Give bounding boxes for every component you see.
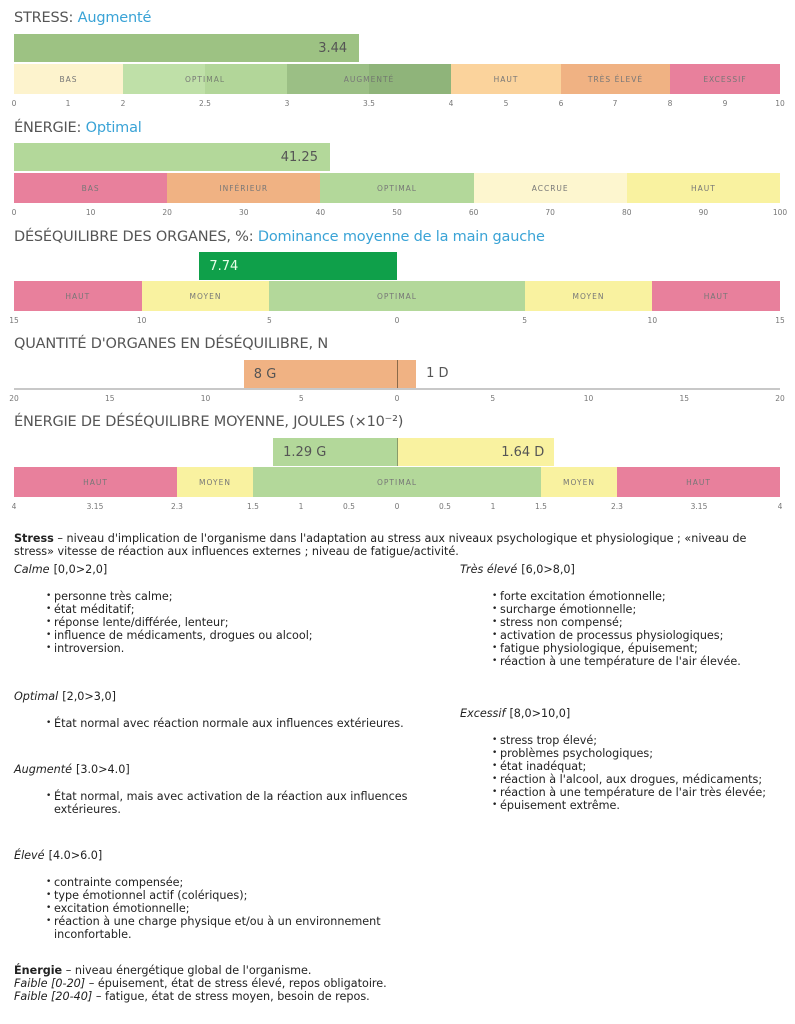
tick-label: 60 (468, 208, 479, 217)
range-bullet-item: • stress trop élevé; (492, 734, 792, 747)
zone-segment (142, 281, 270, 311)
tick-label: 5 (522, 316, 528, 325)
zone-segment (561, 64, 670, 94)
right-value-label: 1 D (426, 366, 449, 381)
title-colon: : (248, 229, 258, 245)
value-label: 3.44 (318, 40, 348, 56)
range-values: [2,0>3,0] (62, 690, 116, 703)
range-bullet-item: • état méditatif; (46, 603, 426, 616)
tick-label: 70 (545, 208, 555, 217)
tick-label: 4 (448, 99, 454, 108)
tick-label: 1 (65, 99, 71, 108)
zone-label: HAUT (690, 183, 716, 193)
zone-segment (525, 281, 653, 311)
zone-segment (14, 64, 123, 94)
tick-label: 80 (622, 208, 632, 217)
energie-term: Énergie (14, 964, 63, 977)
range-bullet-item: • influence de médicaments, drogues ou alcool; (46, 629, 426, 642)
value-label: 7.74 (209, 258, 239, 274)
range-bullet-item: • état inadéquat; (492, 760, 792, 773)
tick-label: 0.5 (343, 502, 355, 511)
zone-shade (369, 64, 451, 94)
tick-label: 20 (9, 394, 19, 403)
tick-label: 0 (394, 316, 400, 325)
zone-segment (617, 467, 780, 497)
zone-label: HAUT (703, 291, 729, 301)
zone-segment (474, 173, 627, 203)
range-bullet-item: • réaction à une charge physique et/ou à un environnement inconfortable. (46, 915, 426, 941)
range-bullet-item: • surcharge émotionnelle; (492, 603, 792, 616)
range-name: Optimal (14, 690, 59, 703)
zone-segment (670, 64, 780, 94)
zone-label: OPTIMAL (377, 477, 417, 487)
range-heading (460, 707, 570, 720)
zone-segment (627, 173, 780, 203)
range-bullet-item: • épuisement extrême. (492, 799, 792, 812)
tick-label: 0.5 (439, 502, 451, 511)
range-bullet-list (46, 590, 426, 655)
energie-line (14, 977, 784, 990)
range-bullet-list (46, 717, 426, 730)
left-value-bar (273, 438, 397, 466)
tick-label: 4 (11, 502, 17, 511)
energie-line-name: Faible [20-40] (14, 990, 93, 1003)
right-value-bar (397, 360, 416, 388)
range-bullet-item: • personne très calme; (46, 590, 426, 603)
tick-label: 10 (136, 316, 147, 325)
zone-segment (14, 281, 142, 311)
range-bullet-item: • introversion. (46, 642, 426, 655)
center-line (397, 438, 398, 466)
organes-title (14, 229, 545, 245)
tick-label: 1.5 (247, 502, 259, 511)
zone-segment (177, 467, 253, 497)
zone-segment (269, 281, 524, 311)
zone-label: OPTIMAL (376, 183, 417, 193)
range-values: [4.0>6.0] (48, 849, 103, 862)
tick-label: 6 (558, 99, 564, 108)
tick-label: 3.5 (363, 99, 375, 108)
organes-value-bar (199, 252, 397, 280)
range-values: [8,0>10,0] (509, 707, 571, 720)
value-label: 1.29 G (283, 444, 327, 460)
organes-title-label: DÉSÉQUILIBRE DES ORGANES, % (14, 229, 249, 245)
tick-label: 15 (775, 316, 785, 325)
energie-value-bar (14, 143, 330, 171)
zone-label: INFÉRIEUR (219, 183, 269, 193)
range-bullet-item: • État normal, mais avec activation de la réaction aux influences extérieures. (46, 790, 426, 816)
tick-label: 5 (266, 316, 272, 325)
right-value-bar (397, 438, 554, 466)
organes-status: Dominance moyenne de la main gauche (257, 229, 545, 245)
energie-desequilibre-title-label: ÉNERGIE DE DÉSÉQUILIBRE MOYENNE, JOULES (×10⁻²) (14, 414, 404, 430)
tick-label: 5 (298, 394, 304, 403)
tick-label: 2 (120, 99, 126, 108)
range-name: Calme (14, 563, 50, 576)
energie-title-label: ÉNERGIE (14, 120, 77, 136)
stress-title (14, 10, 151, 26)
tick-label: 1.5 (535, 502, 547, 511)
range-heading (14, 763, 130, 776)
stress-intro: – niveau d'implication de l'organisme dans l'adaptation au stress aux niveaux psychologique et physiologique ; «niveau de stress» vitesse de réaction aux influences externes ; niveau de fatigue/activité. (14, 532, 747, 558)
tick-label: 7 (612, 99, 618, 108)
tick-label: 10 (583, 394, 594, 403)
range-heading (14, 563, 107, 576)
zone-label: MOYEN (199, 477, 231, 487)
tick-label: 8 (667, 99, 673, 108)
range-bullet-item: • réponse lente/différée, lenteur; (46, 616, 426, 629)
range-bullet-item: • réaction à une température de l'air élevée. (492, 655, 792, 668)
energie-line-text: – épuisement, état de stress élevé, repos obligatoire. (85, 977, 387, 990)
energie-line (14, 990, 784, 1003)
zone-label: HAUT (83, 477, 108, 487)
zone-label: HAUT (65, 291, 91, 301)
axis-line (14, 388, 780, 390)
zone-label: MOYEN (563, 477, 595, 487)
stress-term: Stress (14, 532, 54, 545)
zone-segment (253, 467, 541, 497)
tick-label: 9 (722, 99, 728, 108)
tick-label: 0 (394, 502, 400, 511)
tick-label: 4 (777, 502, 783, 511)
energie-desequilibre-title (14, 414, 403, 430)
zone-segment (541, 467, 617, 497)
stress-value-bar (14, 34, 359, 62)
zone-shade (205, 64, 287, 94)
range-bullet-item: • réaction à une température de l'air très élevée; (492, 786, 792, 799)
tick-label: 0 (11, 99, 17, 108)
range-name: Augmenté (14, 763, 72, 776)
range-bullet-list (46, 876, 426, 941)
zone-label: OPTIMAL (376, 291, 417, 301)
range-values: [0,0>2,0] (53, 563, 108, 576)
value-label: 1.64 D (501, 444, 545, 460)
tick-label: 1 (490, 502, 496, 511)
left-value-bar (244, 360, 397, 388)
zone-label: AUGMENTÉ (343, 74, 395, 84)
range-bullet-list (492, 734, 792, 812)
tick-label: 90 (698, 208, 709, 217)
zone-segment (167, 173, 320, 203)
zone-label: BAS (81, 183, 100, 193)
range-bullet-item: • problèmes psychologiques; (492, 747, 792, 760)
stress-title-label: STRESS (14, 10, 69, 26)
range-bullet-item: • contrainte compensée; (46, 876, 426, 889)
center-line (397, 360, 398, 388)
range-name: Excessif (460, 707, 506, 720)
range-name: Élevé (14, 849, 45, 862)
tick-label: 0 (394, 394, 400, 403)
zone-label: TRÈS ÉLEVÉ (587, 74, 644, 84)
tick-label: 15 (104, 394, 115, 403)
tick-label: 30 (239, 208, 249, 217)
value-label: 41.25 (280, 149, 318, 165)
energie-description (14, 964, 784, 1003)
zone-label: ACCRUE (531, 183, 569, 193)
zone-label: MOYEN (189, 291, 222, 301)
tick-label: 100 (772, 208, 788, 217)
tick-label: 5 (490, 394, 496, 403)
tick-label: 10 (647, 316, 658, 325)
range-bullet-item: • excitation émotionnelle; (46, 902, 426, 915)
zone-label: EXCESSIF (703, 74, 747, 84)
zone-segment (652, 281, 780, 311)
tick-label: 20 (162, 208, 172, 217)
tick-label: 2.3 (171, 502, 183, 511)
zone-label: HAUT (493, 74, 519, 84)
range-bullet-item: • activation de processus physiologiques; (492, 629, 792, 642)
range-heading (14, 690, 116, 703)
zone-label: HAUT (686, 477, 711, 487)
range-bullet-item: • forte excitation émotionnelle; (492, 590, 792, 603)
tick-label: 1 (298, 502, 304, 511)
range-bullet-item: • type émotionnel actif (colériques); (46, 889, 426, 902)
quantite-title-label: QUANTITÉ D'ORGANES EN DÉSÉQUILIBRE, N (14, 336, 328, 352)
stress-status: Augmenté (77, 10, 152, 26)
tick-label: 2.3 (611, 502, 623, 511)
tick-label: 15 (9, 316, 19, 325)
tick-label: 3.15 (690, 502, 708, 511)
energie-intro-line (14, 964, 784, 977)
tick-label: 5 (503, 99, 509, 108)
title-colon: : (76, 120, 86, 136)
range-bullet-list (46, 790, 426, 816)
range-bullet-list (492, 590, 792, 668)
zone-segment (320, 173, 473, 203)
tick-label: 10 (775, 99, 785, 108)
tick-label: 20 (775, 394, 785, 403)
range-heading (14, 849, 102, 862)
tick-label: 0 (11, 208, 17, 217)
quantite-title (14, 336, 328, 352)
tick-label: 10 (200, 394, 211, 403)
tick-label: 10 (85, 208, 96, 217)
tick-label: 3 (284, 99, 290, 108)
range-bullet-item: • réaction à l'alcool, aux drogues, médicaments; (492, 773, 792, 786)
range-name: Très élevé (460, 563, 518, 576)
title-colon: : (68, 10, 78, 26)
range-values: [3.0>4.0] (76, 763, 130, 776)
zone-segment (14, 173, 167, 203)
tick-label: 2.5 (199, 99, 211, 108)
zone-label: MOYEN (572, 291, 605, 301)
energie-line-name: Faible [0-20] (14, 977, 86, 990)
energie-line-text: – fatigue, état de stress moyen, besoin de repos. (92, 990, 370, 1003)
range-bullet-item: • stress non compensé; (492, 616, 792, 629)
energie-status: Optimal (85, 120, 142, 136)
tick-label: 3.15 (86, 502, 104, 511)
tick-label: 15 (679, 394, 690, 403)
zone-segment (14, 467, 177, 497)
range-heading (460, 563, 575, 576)
value-label: 8 G (253, 366, 277, 382)
zone-label: BAS (59, 74, 78, 84)
range-bullet-item: • fatigue physiologique, épuisement; (492, 642, 792, 655)
zone-segment (451, 64, 561, 94)
energie-title (14, 120, 142, 136)
range-bullet-item: • État normal avec réaction normale aux influences extérieures. (46, 717, 426, 730)
range-values: [6,0>8,0] (521, 563, 575, 576)
tick-label: 50 (392, 208, 402, 217)
stress-description (14, 532, 784, 558)
energie-intro: – niveau énergétique global de l'organisme. (62, 964, 312, 977)
tick-label: 40 (315, 208, 326, 217)
zone-label: OPTIMAL (185, 74, 225, 84)
